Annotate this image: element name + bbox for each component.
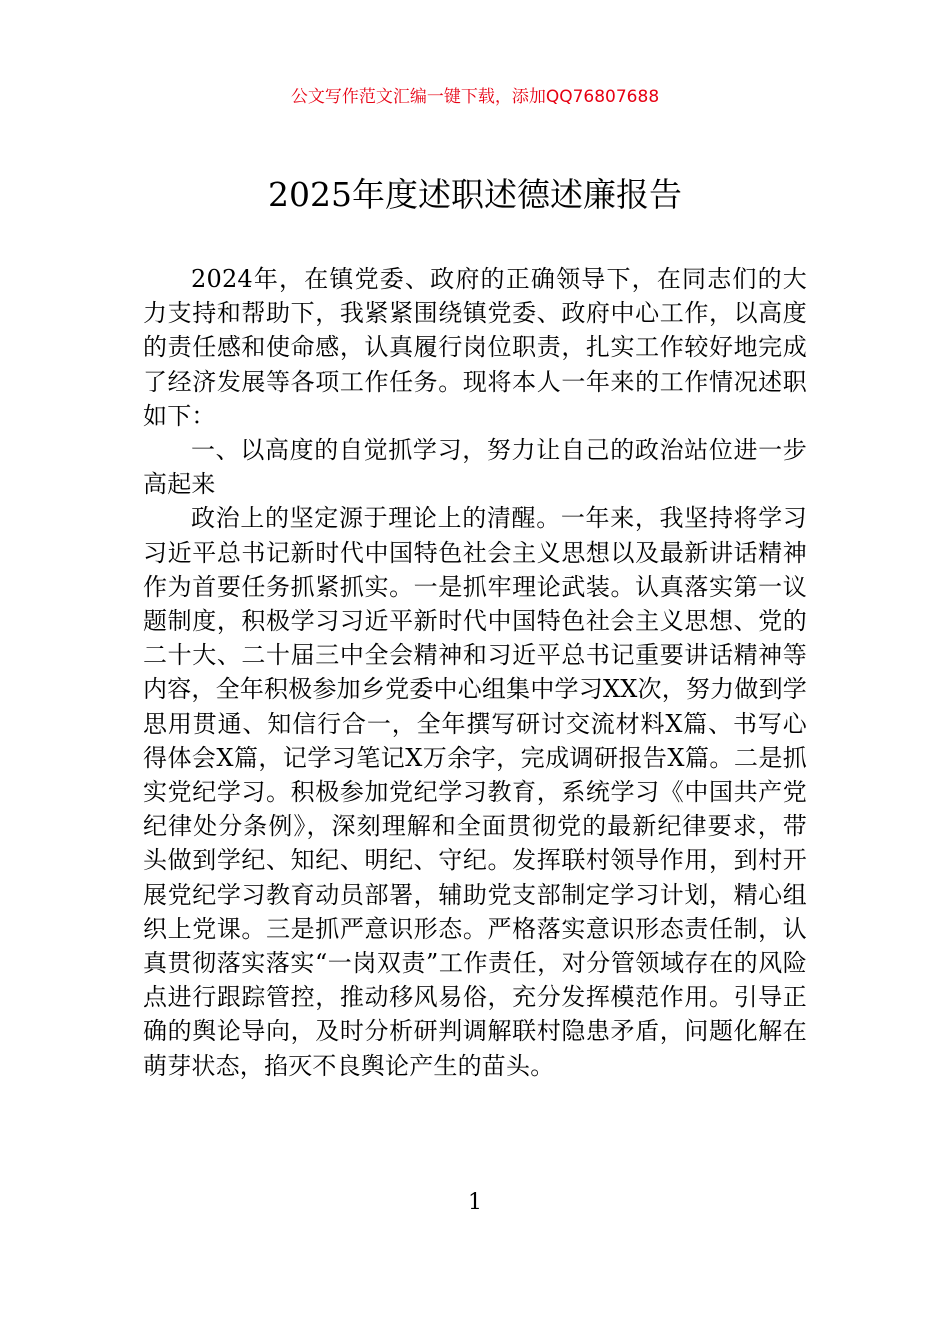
paragraph-intro: 2024年，在镇党委、政府的正确领导下，在同志们的大力支持和帮助下，我紧紧围绕镇党委、政府中心工作，以高度的责任感和使命感，认真履行岗位职责，扎实工作较好地完成了经济发展等各项工作任务。现将本人一年来的工作情况述职如下： (143, 265, 807, 430)
page-number: 1 (468, 1190, 482, 1215)
paragraph-section-1: 政治上的坚定源于理论上的清醒。一年来，我坚持将学习习近平总书记新时代中国特色社会主义思想以及最新讲话精神作为首要任务抓紧抓实。一是抓牢理论武装。认真落实第一议题制度，积极学习习近平新时代中国特色社会主义思想、党的二十大、二十届三中全会精神和习近平总书记重要讲话精神等内容，全年积极参加乡党委中心组集中学习XX次，努力做到学思用贯通、知信行合一，全年撰写研讨交流材料X篇、书写心得体会X篇，记学习笔记X万余字，完成调研报告X篇。二是抓实党纪学习。积极参加党纪学习教育，系统学习《中国共产党纪律处分条例》，深刻理解和全面贯彻党的最新纪律要求，带头做到学纪、知纪、明纪、守纪。发挥联村领导作用，到村开展党纪学习教育动员部署，辅助党支部制定学习计划，精心组织上党课。三是抓严意识形态。严格落实意识形态责任制，认真贯彻落实落实“一岗双责”工作责任，对分管领域存在的风险点进行跟踪管控，推动移风易俗，充分发挥模范作用。引导正确的舆论导向，及时分析研判调解联村隐患矛盾，问题化解在萌芽状态，掐灭不良舆论产生的苗头。 (143, 504, 807, 1080)
watermark-banner: 公文写作范文汇编一键下载，添加QQ76807688 (290, 87, 660, 107)
document-title: 2025年度述职述德述廉报告 (268, 175, 682, 214)
section-heading-1: 一、以高度的自觉抓学习，努力让自己的政治站位进一步高起来 (143, 436, 807, 499)
document-body (143, 262, 807, 1083)
